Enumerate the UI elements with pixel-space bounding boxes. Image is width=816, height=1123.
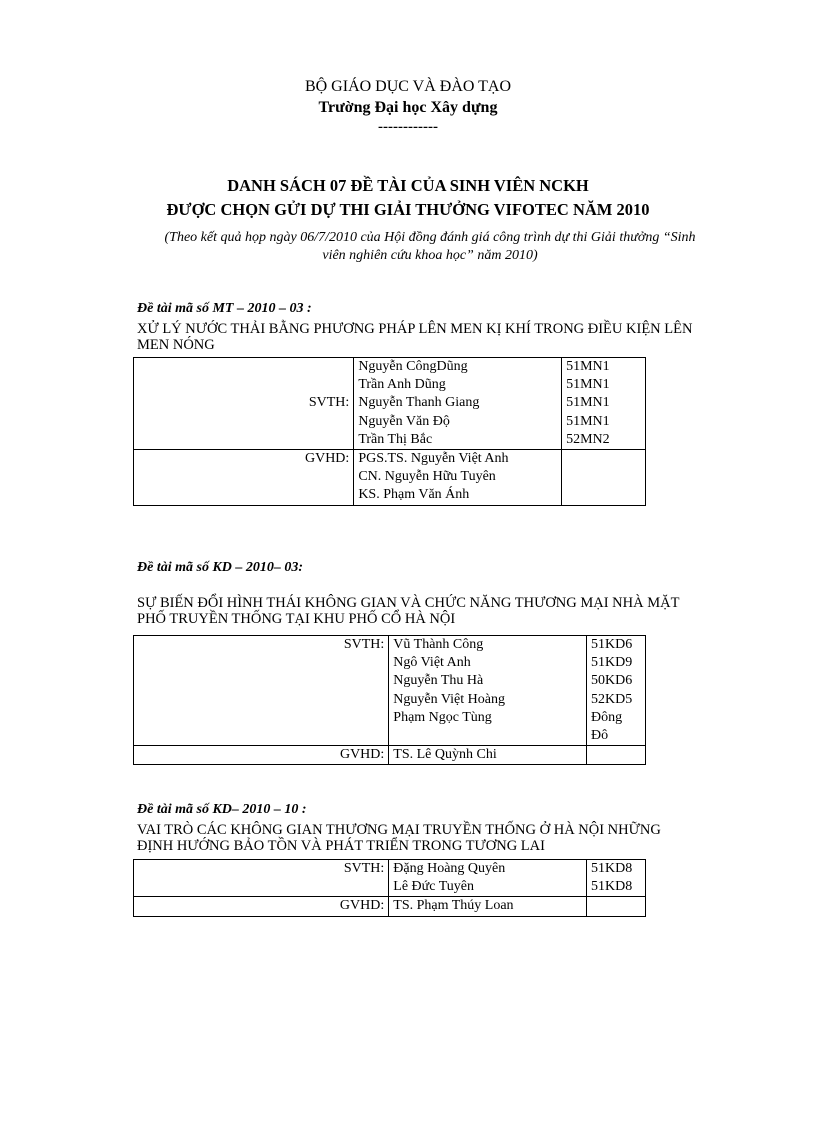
advisor-name: TS. Phạm Thúy Loan: [393, 898, 514, 914]
student-class: 51MN1: [566, 413, 610, 429]
table-row: [134, 636, 646, 746]
advisor-label: GVHD:: [134, 746, 389, 765]
classes-list: [587, 860, 646, 897]
document-title-line2: ĐƯỢC CHỌN GỬI DỰ THI GIẢI THƯỞNG VIFOTEC NĂM 2010: [166, 200, 650, 219]
student-name: Nguyễn Thanh Giang: [358, 395, 480, 411]
classes-list: [587, 636, 646, 746]
classes-list: [562, 358, 646, 450]
student-name: Ngô Việt Anh: [393, 655, 471, 671]
separator: ------------: [378, 119, 438, 135]
table-row: [134, 897, 646, 916]
students-label: SVTH:: [134, 358, 354, 450]
project-2-topic-line2: PHỐ TRUYỀN THỐNG TẠI KHU PHỐ CỔ HÀ NỘI: [137, 611, 456, 627]
ministry-name: BỘ GIÁO DỤC VÀ ĐÀO TẠO: [304, 78, 512, 95]
advisors-list: [389, 897, 587, 916]
student-name: Đặng Hoàng Quyên: [393, 861, 506, 876]
student-name: Lê Đức Tuyên: [393, 879, 474, 895]
students-label: SVTH:: [134, 860, 389, 897]
students-label: SVTH:: [134, 636, 389, 746]
student-name: Nguyễn Việt Hoàng: [393, 691, 505, 707]
advisor-name: PGS.TS. Nguyễn Việt Anh: [358, 451, 509, 467]
table-row: [134, 450, 646, 506]
student-class: 51MN1: [566, 377, 610, 393]
student-name: Nguyễn Thu Hà: [393, 673, 484, 689]
table-row: [134, 746, 646, 765]
table-row: [134, 860, 646, 897]
note-line2: viên nghiên cứu khoa học” năm 2010): [322, 248, 538, 263]
student-name: Vũ Thành Công: [393, 637, 484, 652]
students-list: [389, 860, 587, 897]
student-class: 50KD6: [591, 673, 633, 689]
document-title-line1: DANH SÁCH 07 ĐỀ TÀI CỦA SINH VIÊN NCKH: [227, 176, 589, 195]
student-class: 51KD8: [591, 879, 633, 895]
student-name: Trần Thị Bắc: [358, 431, 433, 447]
project-1-table: [133, 357, 646, 506]
project-3-code: Đề tài mã số KD– 2010 – 10 :: [137, 802, 307, 817]
project-3-topic: [137, 822, 737, 854]
advisor-name: TS. Lê Quỳnh Chi: [393, 747, 497, 763]
student-class: 51KD8: [591, 861, 633, 876]
advisors-list: [389, 746, 587, 765]
advisor-name: CN. Nguyễn Hữu Tuyên: [358, 469, 496, 485]
project-2-code: Đề tài mã số KD – 2010– 03:: [137, 560, 304, 575]
student-class: 51KD6: [591, 637, 633, 652]
project-1-topic: [137, 321, 737, 353]
student-class: 52KD5: [591, 691, 633, 707]
project-1-topic-line1: XỬ LÝ NƯỚC THẢI BẰNG PHƯƠNG PHÁP LÊN MEN KỊ KHÍ TRONG ĐIỀU KIỆN LÊN: [137, 321, 693, 337]
student-class: Đông: [591, 709, 623, 725]
project-3-topic-line2: ĐỊNH HƯỚNG BẢO TỒN VÀ PHÁT TRIỂN TRONG TƯƠNG LAI: [137, 838, 545, 854]
project-2-topic-line1: SỰ BIẾN ĐỔI HÌNH THÁI KHÔNG GIAN VÀ CHỨC NĂNG THƯƠNG MẠI NHÀ MẶT: [137, 595, 680, 611]
note-line1: (Theo kết quả họp ngày 06/7/2010 của Hội đồng đánh giá công trình dự thi Giải thưởng “Sinh: [164, 230, 696, 245]
advisor-label: GVHD:: [134, 450, 354, 506]
project-3-topic-line1: VAI TRÒ CÁC KHÔNG GIAN THƯƠNG MẠI TRUYỀN THỐNG Ở HÀ NỘI NHỮNG: [137, 822, 661, 838]
project-3-table: [133, 859, 646, 917]
project-1-topic-line2: MEN NÓNG: [137, 337, 215, 353]
student-name: Nguyễn Văn Độ: [358, 413, 450, 429]
empty-cell: [562, 450, 646, 506]
advisor-label: GVHD:: [134, 897, 389, 916]
student-class: 51KD9: [591, 655, 633, 671]
student-class: 51MN1: [566, 359, 610, 374]
school-name: Trường Đại học Xây dựng: [318, 99, 498, 116]
project-2-table: [133, 635, 646, 765]
empty-cell: [587, 897, 646, 916]
project-2-topic: [137, 595, 737, 627]
student-name: Nguyễn CôngDũng: [358, 359, 468, 374]
student-class: 51MN1: [566, 395, 610, 411]
table-row: [134, 358, 646, 450]
empty-cell: [587, 746, 646, 765]
students-list: [389, 636, 587, 746]
student-name: Trần Anh Dũng: [358, 377, 446, 393]
document-note: [130, 229, 730, 265]
student-name: Phạm Ngọc Tùng: [393, 709, 492, 725]
advisors-list: [354, 450, 562, 506]
student-class: 52MN2: [566, 431, 610, 447]
student-class: Đô: [591, 728, 609, 744]
students-list: [354, 358, 562, 450]
project-1-code: Đề tài mã số MT – 2010 – 03 :: [137, 301, 312, 316]
advisor-name: KS. Phạm Văn Ánh: [358, 487, 470, 503]
